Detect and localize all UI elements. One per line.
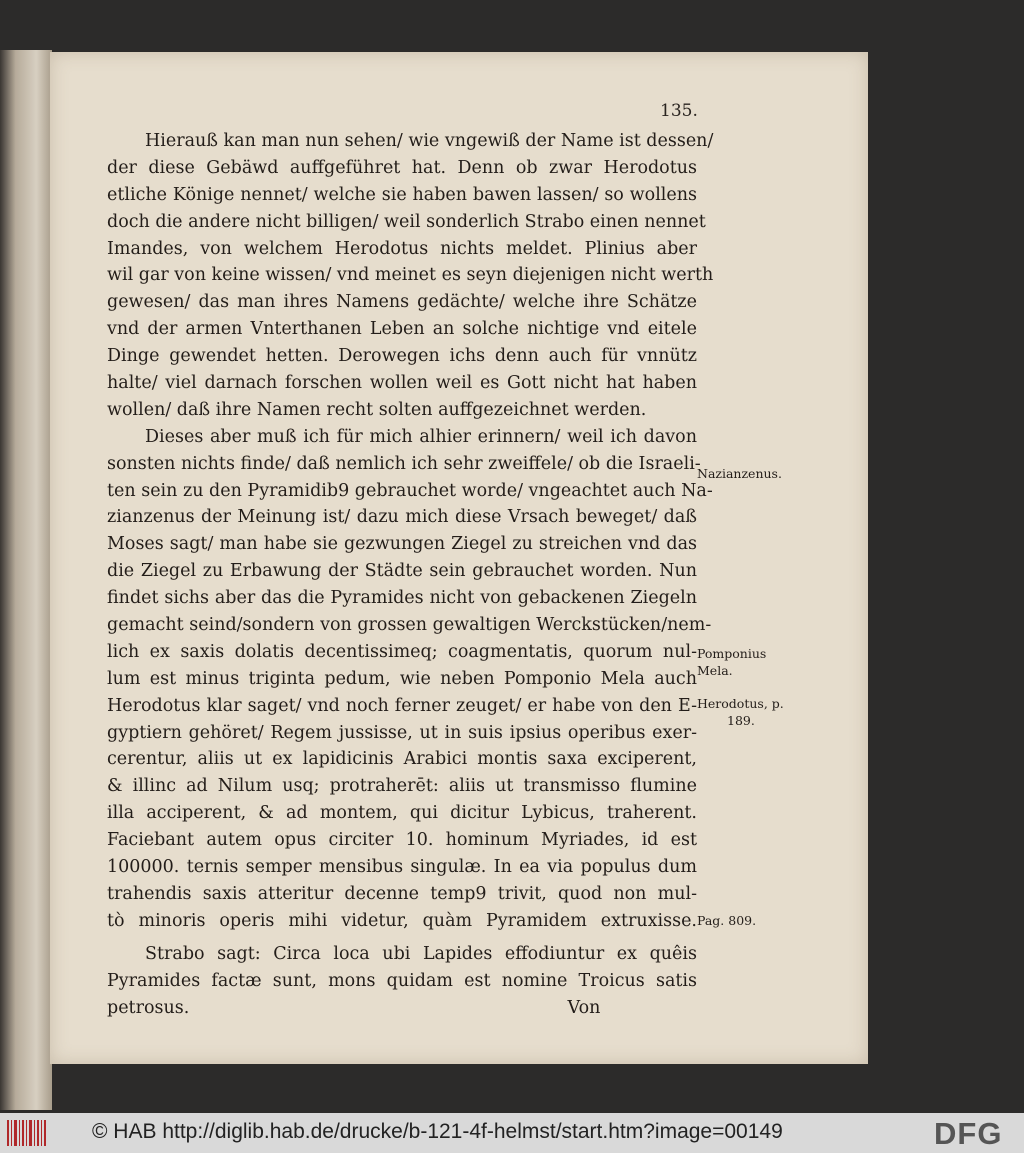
margin-note-pomponius: Pomponius bbox=[697, 646, 767, 661]
hab-barcode-logo-icon bbox=[4, 1117, 48, 1149]
text-line: trahendis saxis atteritur decenne temp9 trivit, quod non mul- bbox=[107, 883, 697, 904]
text-line: Herodotus klar saget/ vnd noch ferner zeuget/ er habe von den E- bbox=[107, 695, 697, 716]
text-line: petrosus. Von bbox=[107, 997, 601, 1018]
text-line: zianzenus der Meinung ist/ dazu mich diese Vrsach beweget/ daß bbox=[107, 507, 697, 528]
text-line: & illinc ad Nilum usq; protraherēt: aliis ut transmisso flumine bbox=[107, 776, 697, 797]
paragraph-3 bbox=[107, 941, 697, 1022]
text-line: ten sein zu den Pyramidib9 gebrauchet worde/ vngeachtet auch Na- bbox=[107, 480, 713, 501]
text-line: halte/ viel darnach forschen wollen weil es Gott nicht hat haben bbox=[107, 373, 697, 394]
text-line: Moses sagt/ man habe sie gezwungen Ziegel zu streichen vnd das bbox=[107, 534, 697, 555]
margin-note-mela: Mela. bbox=[697, 663, 733, 678]
margin-note-herodotus: Herodotus, p. bbox=[697, 696, 784, 711]
adjacent-page-edge bbox=[0, 50, 52, 1110]
text-line: Strabo sagt: Circa loca ubi Lapides effodiuntur ex quêis bbox=[145, 943, 697, 964]
page-number: 135. bbox=[660, 101, 698, 121]
paragraph-2 bbox=[107, 424, 713, 935]
text-line: Hierauß kan man nun sehen/ wie vngewiß der Name ist dessen/ bbox=[145, 131, 714, 151]
text-line: Pyramides factæ sunt, mons quidam est nomine Troicus satis bbox=[107, 970, 697, 991]
text-line: Dinge gewendet hetten. Derowegen ichs denn auch für vnnütz bbox=[107, 346, 697, 367]
text-line: vnd der armen Vnterthanen Leben an solche nichtige vnd eitele bbox=[107, 319, 697, 340]
copyright-url-text: © HAB http://diglib.hab.de/drucke/b-121-4f-helmst/start.htm?image=00149 bbox=[92, 1120, 783, 1143]
text-line: gyptiern gehöret/ Regem jussisse, ut in suis ipsius operibus exer- bbox=[107, 722, 697, 743]
text-line: cerentur, aliis ut ex lapidicinis Arabici montis saxa exciperent, bbox=[107, 749, 697, 770]
margin-note-pag: Pag. 809. bbox=[697, 913, 757, 928]
text-line: illa acciperent, & ad montem, qui dicitur Lybicus, traherent. bbox=[107, 803, 697, 824]
text-line: Dieses aber muß ich für mich alhier erinnern/ weil ich davon bbox=[145, 426, 697, 447]
text-line: Faciebant autem opus circiter 10. hominum Myriades, id est bbox=[107, 830, 697, 851]
text-line: lum est minus triginta pedum, wie neben Pomponio Mela auch bbox=[107, 668, 697, 689]
text-line: doch die andere nicht billigen/ weil sonderlich Strabo einen nennet bbox=[107, 211, 706, 232]
text-line: lich ex saxis dolatis decentissimeq; coagmentatis, quorum nul- bbox=[107, 641, 697, 662]
text-line: wil gar von keine wissen/ vnd meinet es seyn diejenigen nicht werth bbox=[107, 265, 714, 286]
dfg-logo: DFG bbox=[934, 1116, 1003, 1151]
text-line: Imandes, von welchem Herodotus nichts meldet. Plinius aber bbox=[107, 238, 697, 259]
text-line: tò minoris operis mihi videtur, quàm Pyramidem extruxisse. bbox=[107, 910, 697, 931]
text-line: die Ziegel zu Erbawung der Städte sein gebrauchet worden. Nun bbox=[107, 561, 697, 582]
margin-note-herodotus-page: 189. bbox=[727, 713, 755, 728]
text-line: der diese Gebäwd auffgeführet hat. Denn ob zwar Herodotus bbox=[107, 157, 697, 178]
footer-bar bbox=[0, 1113, 1024, 1153]
text-line: sonsten nichts finde/ daß nemlich ich sehr zweiffele/ ob die Israeli- bbox=[107, 453, 701, 474]
page-body-text bbox=[107, 128, 714, 1021]
text-line: wollen/ daß ihre Namen recht solten auffgezeichnet werden. bbox=[107, 399, 647, 420]
text-line: gewesen/ das man ihres Namens gedächte/ welche ihre Schätze bbox=[107, 292, 697, 313]
paragraph-1 bbox=[107, 128, 714, 424]
text-line: findet sichs aber das die Pyramides nicht von gebackenen Ziegeln bbox=[107, 588, 697, 609]
margin-note-nazianzenus: Nazianzenus. bbox=[697, 466, 782, 481]
text-line: etliche Könige nennet/ welche sie haben bawen lassen/ so wollens bbox=[107, 184, 697, 205]
text-line: 100000. ternis semper mensibus singulæ. In ea via populus dum bbox=[107, 857, 697, 878]
text-line: gemacht seind/sondern von grossen gewaltigen Werckstücken/nem- bbox=[107, 615, 712, 636]
